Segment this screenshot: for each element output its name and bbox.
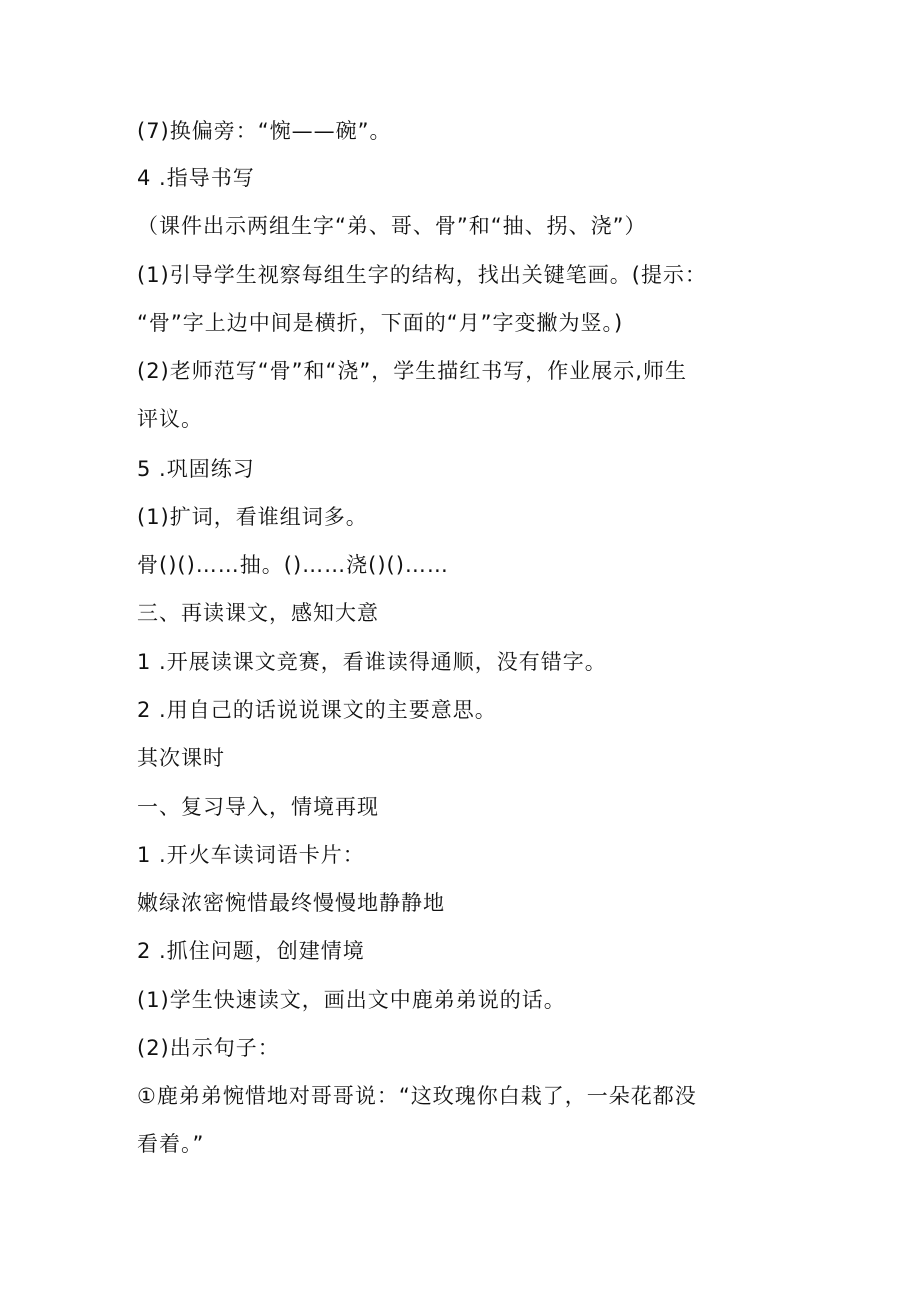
section-heading: 4 .指导书写 [137,166,255,190]
text-line: 评议。 [137,407,203,431]
section-heading: 三、再读课文，感知大意 [137,601,379,625]
text-line: 嫩绿浓密惋惜最终慢慢地静静地 [137,891,445,915]
text-line: 2 .用自己的话说说课文的主要意思。 [137,698,497,722]
text-line: ①鹿弟弟惋惜地对哥哥说：“这玫瑰你白栽了，一朵花都没 [137,1084,697,1108]
section-heading: 一、复习导入，情境再现 [137,795,379,819]
text-line: (1)引导学生视察每组生字的结构，找出关键笔画。(提示： [137,263,707,287]
text-line: “骨”字上边中间是横折，下面的“月”字变撇为竖。) [137,311,624,335]
text-line: (2)老师范写“骨”和“浇”，学生描红书写，作业展示,师生 [137,359,687,383]
text-line: （课件出示两组生字“弟、哥、骨”和“抽、拐、浇”） [137,214,647,238]
text-line: (1)学生快速读文，画出文中鹿弟弟说的话。 [137,988,566,1012]
text-line: (2)出示句子： [137,1036,280,1060]
text-line: 2 .抓住问题，创建情境 [137,939,365,963]
section-heading: 5 .巩固练习 [137,457,255,481]
text-line: 1 .开火车读词语卡片： [137,843,365,867]
text-line: 骨()()……抽。()……浇()()…… [137,553,449,577]
text-line: (1)扩词，看谁组词多。 [137,505,368,529]
text-line: (7)换偏旁：“惋——碗”。 [137,119,392,143]
text-line: 看着。” [137,1132,205,1156]
section-heading: 其次课时 [137,746,225,770]
text-line: 1 .开展读课文竞赛，看谁读得通顺，没有错字。 [137,650,607,674]
